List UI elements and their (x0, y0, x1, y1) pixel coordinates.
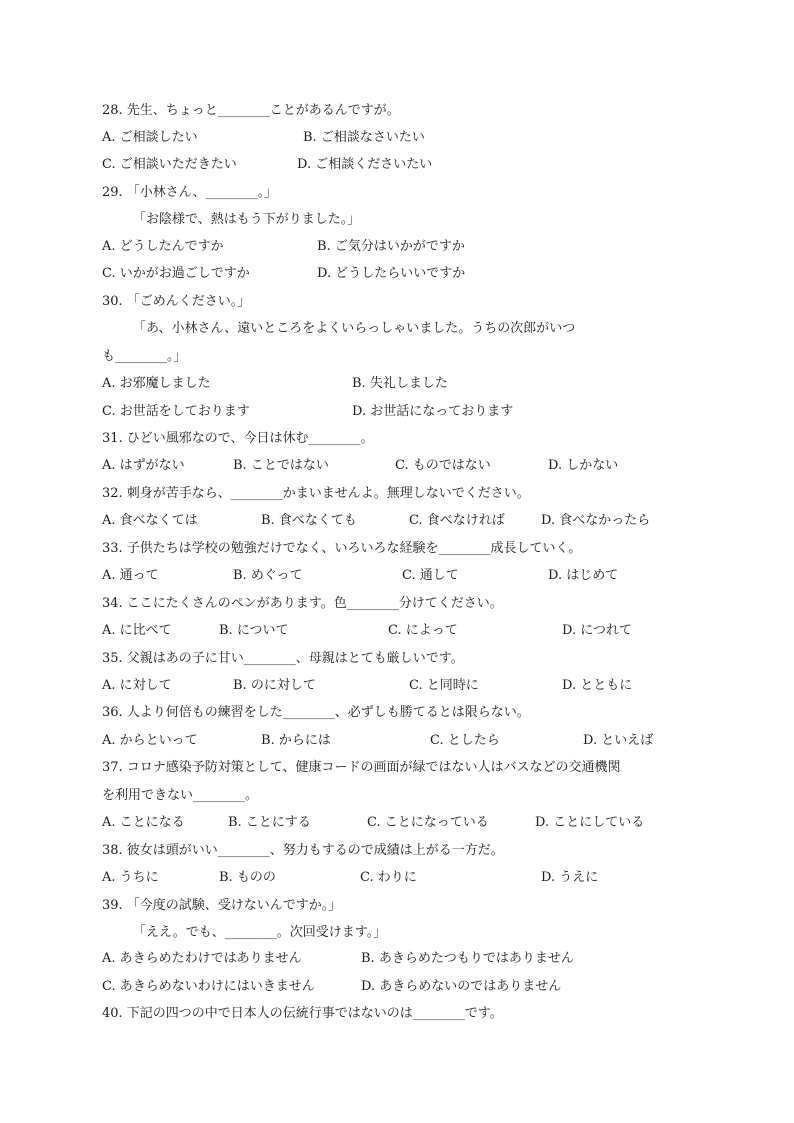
option-a: A. うちに (102, 870, 159, 885)
option-d: D. あきらめないのではありません (361, 979, 562, 994)
option-d: D. どうしたらいいですか (317, 266, 466, 281)
question-37-options (0, 813, 794, 833)
option-a: A. からといって (102, 733, 198, 748)
option-a: A. はずがない (102, 458, 185, 473)
option-d: D. といえば (583, 733, 654, 748)
question-39-options-2 (0, 977, 794, 997)
question-36-options (0, 731, 794, 751)
question-29-stem: 29. 「小林さん、________。」 (102, 185, 278, 200)
option-a: A. ご相談したい (102, 130, 198, 145)
option-c: C. いかがお過ごしですか (102, 266, 250, 281)
question-30-options-2 (0, 402, 794, 422)
question-37-stem-cont: を利用できない________。 (102, 788, 259, 803)
option-c: C. お世話をしております (102, 404, 250, 419)
option-d: D. とともに (562, 678, 633, 693)
option-d: D. しかない (548, 458, 619, 473)
question-37-stem: 37. コロナ感染予防対策として、健康コードの画面が緑ではない人はバスなどの交通機関 (102, 760, 621, 775)
option-b: B. ご相談なさいたい (303, 130, 425, 145)
option-c: C. わりに (360, 870, 417, 885)
question-36-stem: 36. 人より何倍もの練習をした________、必ずしも勝てるとは限らない。 (102, 705, 530, 720)
option-c: C. によって (388, 623, 458, 638)
option-c: C. ご相談いただきたい (102, 157, 237, 172)
question-34-stem: 34. ここにたくさんのペンがあります。色________分けてください。 (102, 596, 503, 611)
option-b: B. ご気分はいかがですか (317, 239, 465, 254)
option-b: B. のに対して (233, 678, 316, 693)
question-38-options (0, 868, 794, 888)
question-29-reply: 「お陰様で、熱はもう下がりました。」 (133, 212, 361, 227)
option-d: D. お世話になっております (352, 404, 514, 419)
question-31-stem: 31. ひどい風邪なので、今日は休む________。 (102, 431, 374, 446)
option-c: C. と同時に (409, 678, 479, 693)
option-d: D. ご相談くださいたい (297, 157, 433, 172)
option-d: D. うえに (541, 870, 599, 885)
question-33-stem: 33. 子供たちは学校の勉強だけでなく、いろいろな経験を________成長していく。 (102, 541, 582, 556)
option-c: C. あきらめないわけにはいきません (102, 979, 315, 994)
question-30-stem: 30. 「ごめんください。」 (102, 294, 251, 309)
option-c: C. 食べなければ (409, 513, 505, 528)
option-a: A. 食べなくては (102, 513, 198, 528)
question-29-options (0, 237, 794, 257)
question-30-options (0, 374, 794, 394)
option-b: B. あきらめたつもりではありません (361, 951, 574, 966)
option-a: A. お邪魔しました (102, 376, 211, 391)
question-38-stem: 38. 彼女は頭がいい________、努力もするので成績は上がる一方だ。 (102, 843, 504, 858)
option-d: D. ことにしている (535, 815, 645, 830)
option-b: B. ものの (219, 870, 276, 885)
option-b: B. ことにする (228, 815, 311, 830)
option-b: B. 食べなくても (261, 513, 357, 528)
question-39-stem: 39. 「今度の試験、受けないんですか。」 (102, 898, 342, 913)
option-b: B. からには (261, 733, 331, 748)
question-35-stem: 35. 父親はあの子に甘い________、母親はとても厳しいです。 (102, 651, 464, 666)
question-33-options (0, 566, 794, 586)
question-28-options (0, 128, 794, 148)
option-a: A. に比べて (102, 623, 172, 638)
question-40-stem: 40. 下記の四つの中で日本人の伝統行事ではないのは________です。 (102, 1006, 503, 1021)
question-39-options (0, 949, 794, 969)
option-a: A. ことになる (102, 815, 185, 830)
option-d: D. はじめて (548, 568, 619, 583)
question-34-options (0, 621, 794, 641)
question-28-stem: 28. 先生、ちょっと________ことがあるんですが。 (102, 103, 400, 118)
question-32-options (0, 511, 794, 531)
option-a: A. あきらめたわけではありません (102, 951, 302, 966)
question-29-options-2 (0, 264, 794, 284)
question-30-reply-cont: も________。」 (102, 349, 187, 364)
option-d: D. 食べなかったら (541, 513, 651, 528)
question-39-reply: 「ええ。でも、________。次回受けます。」 (133, 925, 387, 940)
option-b: B. 失礼しました (352, 376, 448, 391)
option-a: A. に対して (102, 678, 172, 693)
option-b: B. めぐって (233, 568, 303, 583)
option-c: C. ものではない (395, 458, 491, 473)
option-c: C. 通して (402, 568, 459, 583)
question-30-reply: 「あ、小林さん、遠いところをよくいらっしゃいました。うちの次郎がいつ (133, 321, 576, 336)
option-a: A. どうしたんですか (102, 239, 224, 254)
option-b: B. ことではない (233, 458, 329, 473)
question-32-stem: 32. 刺身が苦手なら、________かまいませんよ。無理しないでください。 (102, 486, 530, 501)
option-d: D. につれて (562, 623, 632, 638)
option-b: B. について (219, 623, 289, 638)
question-35-options (0, 676, 794, 696)
option-c: C. ことになっている (367, 815, 489, 830)
question-31-options (0, 456, 794, 476)
option-c: C. としたら (430, 733, 500, 748)
option-a: A. 通って (102, 568, 159, 583)
question-28-options-2 (0, 155, 794, 175)
